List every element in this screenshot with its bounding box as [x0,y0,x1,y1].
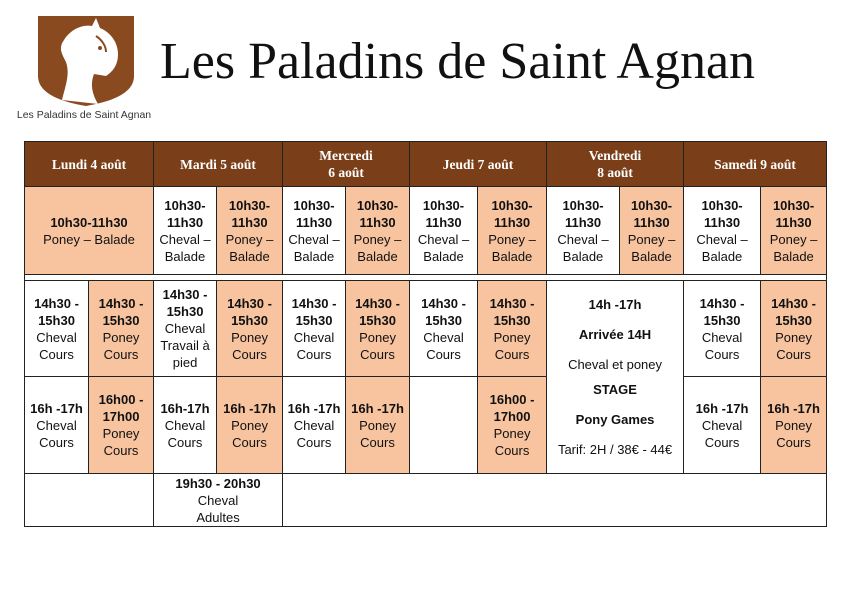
slot-cell: 14h30 - 15h30 Cheval Cours [25,281,89,377]
day-header: Mercredi 6 août [283,142,410,187]
stage-cell [547,281,684,474]
slot-cell: 14h30 - 15h30 Cheval Travail à pied [154,281,217,377]
slot-cell: 14h30 - 15h30 Cheval Cours [410,281,478,377]
afternoon-row-2 [25,377,827,474]
empty-slot-cell [25,474,154,527]
slot-cell: 14h30 - 15h30 Poney Cours [89,281,154,377]
stage-activity: Pony Games [575,412,655,427]
slot-cell: 14h30 - 15h30 Cheval Cours [684,281,761,377]
slot-cell: 10h30- 11h30 Poney – Balade [761,187,827,275]
slot-cell: 14h30 - 15h30 Cheval Cours [283,281,346,377]
day-header: Mardi 5 août [154,142,283,187]
slot-cell: 16h -17h Cheval Cours [684,377,761,474]
slot-cell: 10h30- 11h30 Cheval – Balade [410,187,478,275]
club-logo [14,14,154,126]
slot-cell: 10h30- 11h30 Cheval – Balade [283,187,346,275]
day-header-row [25,142,827,187]
page-title: Les Paladins de Saint Agnan [160,33,756,90]
slot-cell: 10h30- 11h30 Poney – Balade [217,187,283,275]
slot-cell: 10h30- 11h30 Poney – Balade [478,187,547,275]
stage-audience: Cheval et poney [568,357,663,372]
horse-head-logo-icon [36,14,136,106]
slot-cell: 10h30- 11h30 Cheval – Balade [684,187,761,275]
stage-arrival: Arrivée 14H [578,327,652,342]
empty-slot-cell [410,377,478,474]
slot-cell: 16h -17h Cheval Cours [283,377,346,474]
slot-cell: 10h30- 11h30 Cheval – Balade [547,187,620,275]
empty-slot-cell [283,474,827,527]
day-header: Vendredi 8 août [547,142,684,187]
slot-cell: 10h30-11h30 Poney – Balade [25,187,154,275]
slot-cell: 10h30- 11h30 Cheval – Balade [154,187,217,275]
slot-cell: 16h -17h Poney Cours [346,377,410,474]
slot-cell: 14h30 - 15h30 Poney Cours [478,281,547,377]
day-header: Lundi 4 août [25,142,154,187]
stage-time: 14h -17h [588,297,642,312]
slot-cell: 14h30 - 15h30 Poney Cours [761,281,827,377]
afternoon-row-1 [25,281,827,377]
slot-cell: 16h00 - 17h00 Poney Cours [89,377,154,474]
slot-cell: 14h30 - 15h30 Poney Cours [346,281,410,377]
stage-tarif: Tarif: 2H / 38€ - 44€ [557,442,673,457]
slot-cell: 14h30 - 15h30 Poney Cours [217,281,283,377]
day-header: Jeudi 7 août [410,142,547,187]
schedule-table [24,141,827,527]
stage-title: STAGE [593,382,637,397]
slot-cell: 16h -17h Poney Cours [217,377,283,474]
slot-cell: 16h00 - 17h00 Poney Cours [478,377,547,474]
slot-cell: 16h -17h Cheval Cours [25,377,89,474]
logo-caption: Les Paladins de Saint Agnan [16,109,152,121]
evening-row [25,474,827,527]
slot-cell: 10h30- 11h30 Poney – Balade [620,187,684,275]
morning-row [25,187,827,275]
slot-cell: 10h30- 11h30 Poney – Balade [346,187,410,275]
slot-cell: 19h30 - 20h30 Cheval Adultes [154,474,283,527]
slot-cell: 16h -17h Poney Cours [761,377,827,474]
day-header: Samedi 9 août [684,142,827,187]
slot-cell: 16h-17h Cheval Cours [154,377,217,474]
